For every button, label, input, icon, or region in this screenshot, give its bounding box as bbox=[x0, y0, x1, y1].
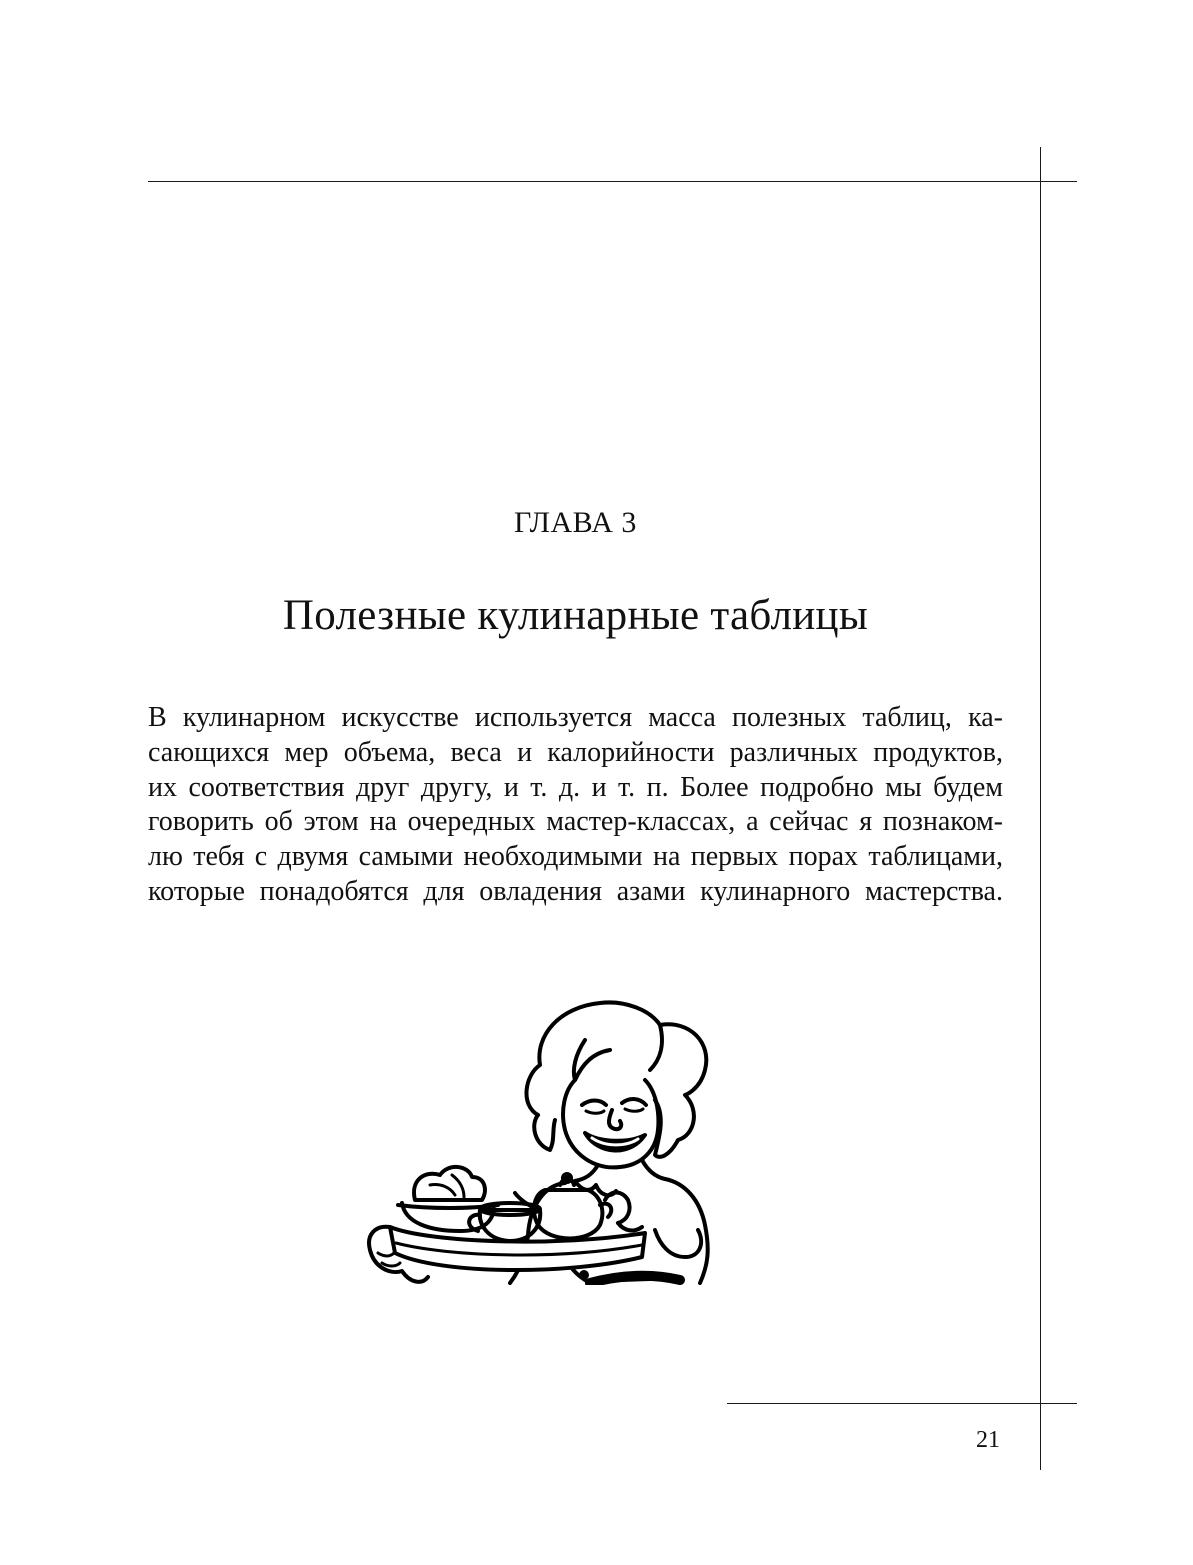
chef-serving-tray-illustration bbox=[360, 995, 720, 1285]
intro-line: лю тебя с двумя самыми необходимыми на первых порах таблицами, bbox=[148, 841, 1003, 873]
page-number: 21 bbox=[976, 1427, 1000, 1453]
intro-line: их соответствия друг другу, и т. д. и т. п. Более подробно мы будем bbox=[148, 771, 1003, 803]
intro-line: говорить об этом на очередных мастер-классах, а сейчас я познаком- bbox=[148, 806, 1003, 838]
intro-line: сающихся мер объема, веса и калорийности различных продуктов, bbox=[148, 736, 1003, 768]
intro-line: В кулинарном искусстве используется масса полезных таблиц, ка- bbox=[148, 702, 1003, 733]
chapter-label: ГЛАВА 3 bbox=[514, 506, 637, 539]
teapot bbox=[534, 1190, 602, 1239]
margin-vertical-rule bbox=[1040, 147, 1041, 1470]
chapter-title: Полезные кулинарные таблицы bbox=[282, 592, 869, 639]
croissant bbox=[414, 1167, 485, 1200]
bottom-rule bbox=[727, 1403, 1077, 1404]
top-rule bbox=[148, 181, 1077, 182]
intro-line: которые понадобятся для овладения азами кулинарного мастерства. bbox=[148, 875, 1003, 907]
intro-paragraph bbox=[148, 701, 1003, 910]
